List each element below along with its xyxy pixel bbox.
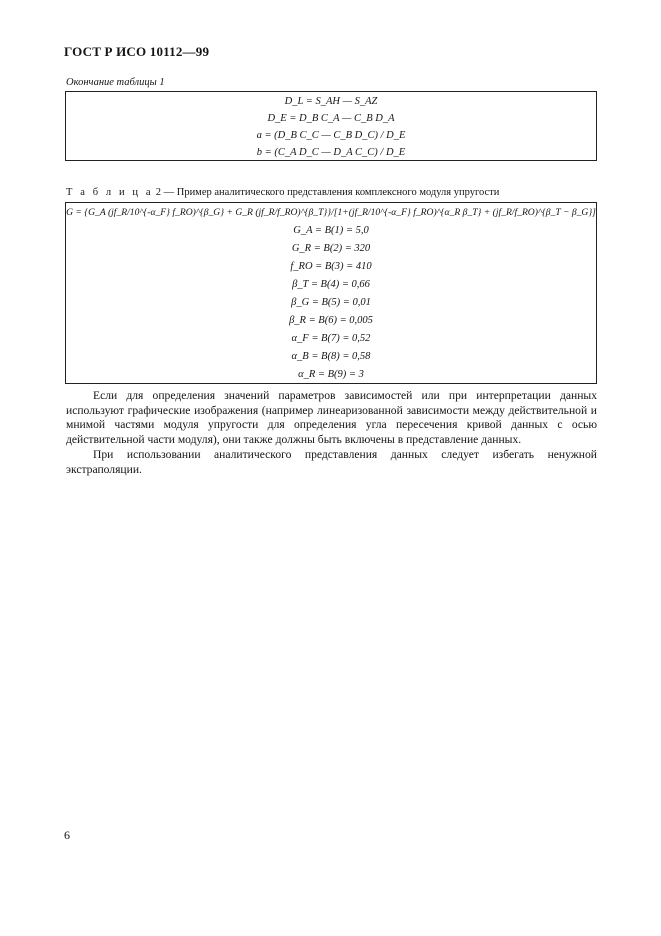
table1-caption: Окончание таблицы 1 (66, 77, 165, 88)
table2-param-alpha-f: α_F = B(7) = 0,52 (291, 333, 371, 344)
table1-line-a: a = (D_B C_C — C_B D_C) / D_E (256, 130, 406, 141)
table2-caption (66, 187, 499, 198)
paragraph-graphics: Если для определения значений параметров зависимостей или при интерпретации данных используют графические изображения (например линеаризованной зависимости между действительной и мнимой частями модуля упругости для определения угла пересечения кривой данных с осью действительной части модуля), они также должны быть включены в представление данных. (66, 389, 597, 446)
table2-param-beta-t: β_T = B(4) = 0,66 (292, 279, 370, 290)
table1-line-dl: D_L = S_AH — S_AZ (284, 96, 378, 107)
paragraph-extrapolation: При использовании аналитического представления данных следует избегать ненужной экстраполяции. (66, 448, 597, 476)
table2-param-fro: f_RO = B(3) = 410 (290, 261, 372, 272)
table2-caption-prefix: Т а б л и ц а (66, 187, 154, 198)
table2-param-gr: G_R = B(2) = 320 (291, 243, 371, 254)
page-number: 6 (64, 828, 70, 842)
document-header: ГОСТ Р ИСО 10112—99 (64, 44, 210, 59)
table2-param-alpha-b: α_B = B(8) = 0,58 (291, 351, 371, 362)
table1-line-de: D_E = D_B C_A — C_B D_A (267, 113, 395, 124)
table2-caption-text: 2 — Пример аналитического представления комплексного модуля упругости (153, 187, 500, 198)
table2-box (65, 202, 597, 384)
table1-line-b: b = (C_A D_C — D_A C_C) / D_E (256, 147, 406, 158)
table2-param-ga: G_A = B(1) = 5,0 (293, 225, 369, 236)
table2-formula: G = {G_A (jf_R/10^{-α_F} f_RO)^{β_G} + G_R (jf_R/f_RO)^{β_T}}/[1+(jf_R/10^{-α_F} f_RO)^{α_R β_T} + (jf_R/f_RO)^{β_T − β_G}] (66, 207, 596, 218)
table1-box (65, 91, 597, 161)
table2-param-beta-g: β_G = B(5) = 0,01 (291, 297, 371, 308)
table2-param-beta-r: β_R = B(6) = 0,005 (289, 315, 373, 326)
table2-param-alpha-r: α_R = B(9) = 3 (298, 369, 364, 380)
